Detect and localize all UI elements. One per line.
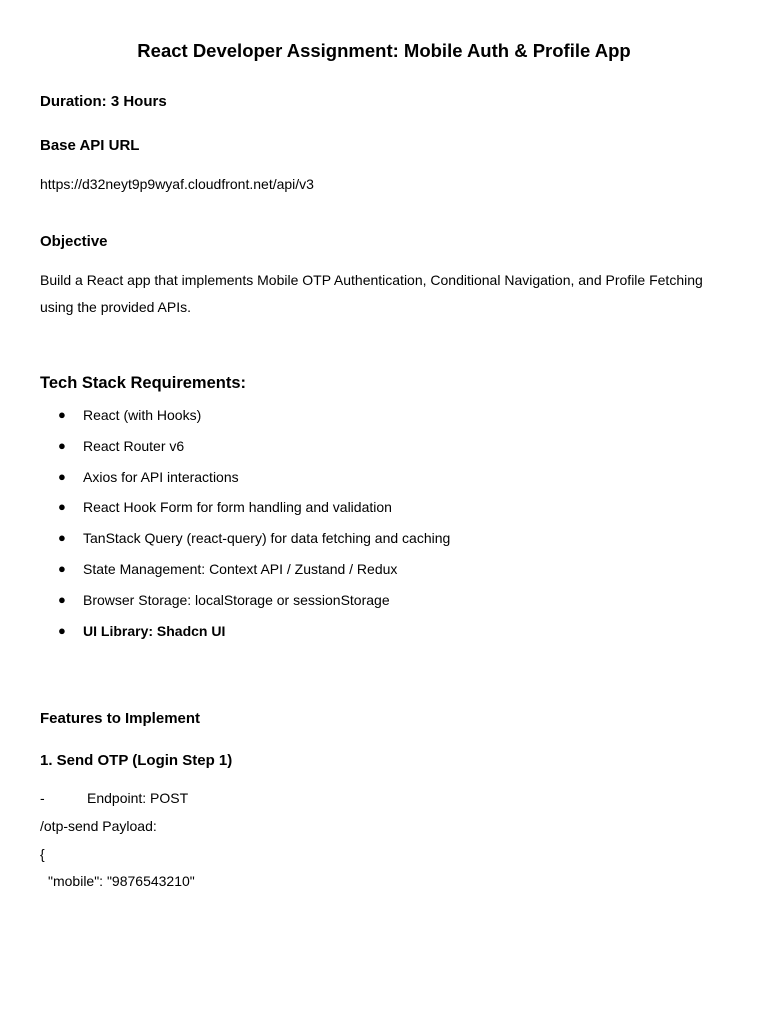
- list-item-text: Browser Storage: localStorage or sessionStorage: [83, 591, 390, 608]
- list-item-text: TanStack Query (react-query) for data fetching and caching: [83, 530, 451, 547]
- base-api-url: https://d32neyt9p9wyaf.cloudfront.net/api/v3: [40, 176, 314, 192]
- send-otp-heading: 1. Send OTP (Login Step 1): [40, 752, 233, 769]
- bullet-icon: ●: [58, 437, 66, 453]
- payload-mobile-line: "mobile": "9876543210": [48, 873, 195, 889]
- list-item-text: State Management: Context API / Zustand / Redux: [83, 560, 398, 577]
- endpoint-dash: -: [40, 790, 45, 806]
- list-item-text: React Router v6: [83, 437, 185, 454]
- list-item-text: React Hook Form for form handling and validation: [83, 499, 392, 516]
- bullet-icon: ●: [58, 499, 66, 515]
- list-item-text: React (with Hooks): [83, 407, 202, 423]
- endpoint-path: /otp-send Payload:: [40, 818, 157, 834]
- tech-stack-heading: Tech Stack Requirements:: [40, 374, 247, 392]
- features-heading: Features to Implement: [40, 710, 201, 727]
- endpoint-label: Endpoint: POST: [87, 790, 189, 806]
- list-item-text: UI Library: Shadcn UI: [83, 622, 226, 639]
- bullet-icon: ●: [58, 530, 66, 546]
- duration-heading: Duration: 3 Hours: [40, 93, 167, 110]
- base-api-heading: Base API URL: [40, 137, 140, 154]
- list-item-text: Axios for API interactions: [83, 468, 239, 485]
- bullet-icon: ●: [58, 407, 66, 422]
- objective-text: Build a React app that implements Mobile OTP Authentication, Conditional Navigation, and Profile Fetching using the provided APIs.: [40, 272, 703, 315]
- bullet-icon: ●: [58, 468, 66, 484]
- objective-heading: Objective: [40, 233, 108, 250]
- payload-open-brace: {: [40, 846, 45, 862]
- document-title: React Developer Assignment: Mobile Auth & Profile App: [137, 40, 631, 61]
- bullet-icon: ●: [58, 560, 66, 576]
- bullet-icon: ●: [58, 622, 66, 638]
- bullet-icon: ●: [58, 591, 66, 607]
